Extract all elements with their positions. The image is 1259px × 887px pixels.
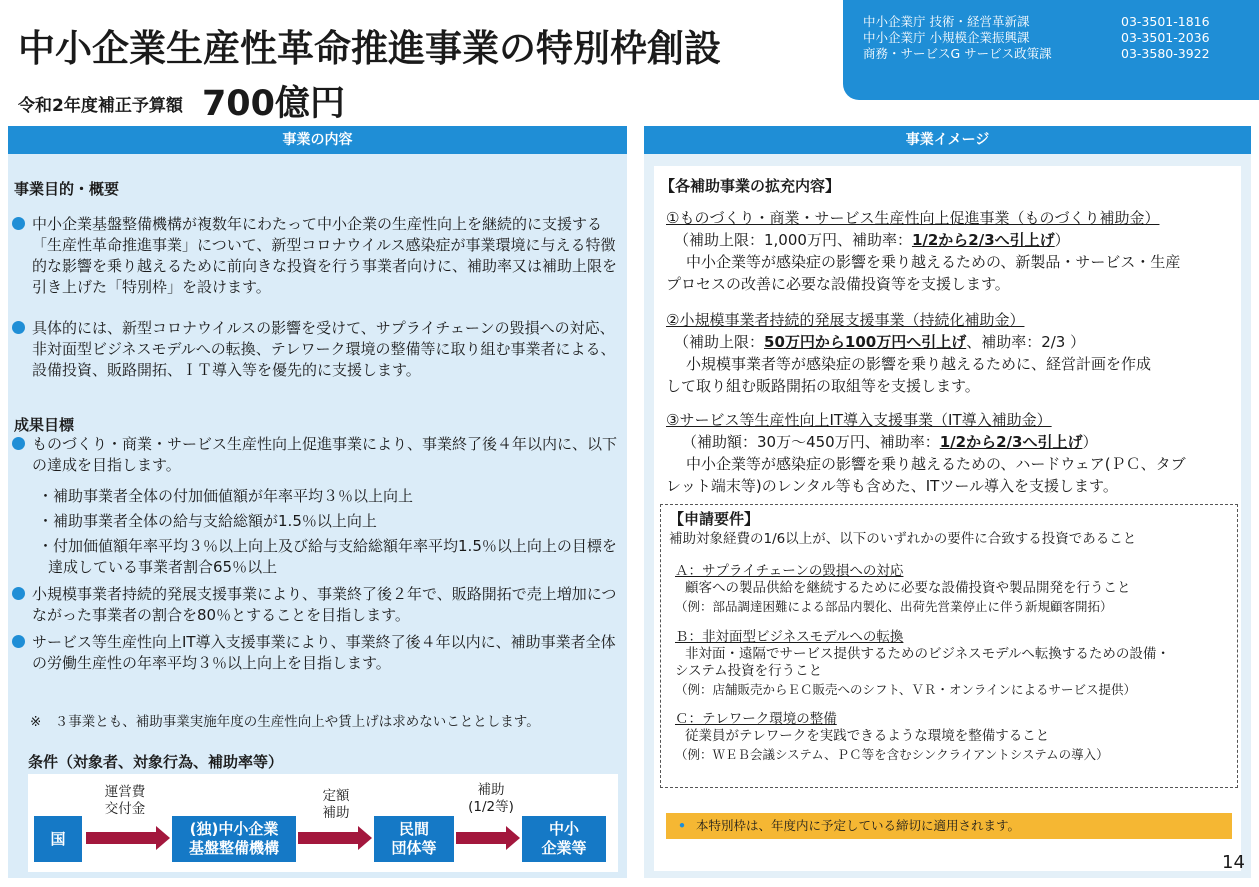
goal-sub-item: ・補助事業者全体の給与支給総額が1.5％以上向上 — [38, 512, 377, 530]
expansion-panel — [654, 166, 1241, 871]
flow-diagram — [28, 774, 618, 872]
contact-tel: 03-3501-2036 — [1121, 30, 1210, 45]
item1-desc: プロセスの改善に必要な設備投資等を支援します。 — [666, 275, 1010, 293]
req-title: 【申請要件】 — [669, 510, 760, 528]
req-a-desc: 顧客への製品供給を継続するために必要な設備投資や製品開発を行うこと — [685, 580, 1131, 596]
budget-label: 令和2年度補正予算額 — [18, 96, 183, 116]
goal-text: 小規模事業者持続的発展支援事業により、事業終了後２年で、販路開拓で売上増加につながった事業者の割合を80％とすることを目指します。 — [32, 585, 617, 624]
goal-bullet — [8, 434, 627, 476]
item3-cond-text: （補助額：30万～450万円、補助率： — [682, 433, 940, 451]
req-a-title: Ａ：サプライチェーンの毀損への対応 — [675, 563, 904, 579]
notice-bullet-icon: • — [678, 818, 686, 833]
req-c-example: （例：ＷＥＢ会議システム、ＰＣ等を含むシンクライアントシステムの導入） — [675, 747, 1109, 762]
item1-title: ①ものづくり・商業・サービス生産性向上促進事業（ものづくり補助金） — [666, 209, 1160, 227]
arrow2-label-line: 補助 — [322, 805, 350, 821]
flow-box-sme-line: 企業等 — [541, 839, 587, 857]
note-text: ※ ３事業とも、補助事業実施年度の生産性向上や賃上げは求めないこととします。 — [30, 714, 540, 730]
item1-conditions — [674, 230, 1070, 251]
business-image-heading: 事業イメージ — [644, 126, 1251, 154]
item3-desc: 中小企業等が感染症の影響を乗り越えるための、ハードウェア(ＰＣ、タブ — [686, 455, 1186, 473]
item3-cond-text: ） — [1082, 433, 1098, 451]
item2-conditions — [674, 332, 1085, 353]
expansion-title: 【各補助事業の拡充内容】 — [660, 177, 841, 195]
notice-bar — [666, 813, 1232, 839]
arrow1-label-line: 運営費 — [104, 784, 146, 800]
business-content-column — [8, 126, 627, 878]
arrow-head — [358, 826, 372, 850]
arrow2-label-line: 定額 — [322, 788, 350, 804]
page-title: 中小企業生産性革命推進事業の特別枠創設 — [18, 27, 721, 70]
flow-box-private-org-line: 団体等 — [391, 839, 437, 857]
purpose-bullet — [8, 318, 627, 381]
item2-cond-text: （補助上限： — [674, 333, 765, 351]
req-b-example: （例：店舗販売からＥＣ販売へのシフト、ＶＲ・オンラインによるサービス提供） — [675, 682, 1137, 697]
arrow1-label — [90, 784, 160, 818]
page-number: 14 — [1222, 852, 1245, 873]
goal-bullet — [8, 584, 627, 626]
req-a-example: （例：部品調達困難による部品内製化、出荷先営業停止に伴う新規顧客開拓） — [675, 599, 1113, 614]
item1-cond-text: ） — [1054, 231, 1070, 249]
contact-org: 中小企業庁 小規模企業振興課 — [863, 30, 1030, 45]
goal-sub-item: ・補助事業者全体の付加価値額が年率平均３％以上向上 — [38, 487, 414, 505]
budget-amount: 700億円 — [201, 84, 345, 124]
arrow-shaft — [298, 832, 358, 844]
business-content-heading: 事業の内容 — [8, 126, 627, 154]
item2-desc: して取り組む販路開拓の取組等を支援します。 — [666, 377, 980, 395]
flow-arrow — [86, 826, 170, 850]
contact-tel: 03-3580-3922 — [1121, 46, 1210, 61]
flow-box-smrj-line: 基盤整備機構 — [188, 839, 279, 857]
business-image-column — [644, 126, 1251, 878]
item1-cond-highlight: 1/2から2/3へ引上げ — [911, 231, 1055, 249]
item2-title: ②小規模事業者持続的発展支援事業（持続化補助金） — [666, 311, 1025, 329]
contact-tel: 03-3501-1816 — [1121, 14, 1210, 29]
flow-title: 条件（対象者、対象行為、補助率等） — [28, 753, 284, 771]
arrow1-label-line: 交付金 — [104, 801, 146, 817]
req-b-desc: システム投資を行うこと — [675, 663, 823, 679]
contact-row — [863, 30, 1259, 46]
arrow-head — [156, 826, 170, 850]
flow-box-sme-line: 中小 — [548, 820, 579, 838]
arrow-head — [506, 826, 520, 850]
bullet-dot — [12, 587, 25, 600]
item2-cond-highlight: 50万円から100万円へ引上げ — [764, 333, 967, 351]
flow-box-private-org — [374, 816, 454, 862]
item3-title: ③サービス等生産性向上IT導入支援事業（IT導入補助金） — [666, 411, 1052, 429]
flow-arrow — [298, 826, 372, 850]
flow-box-smrj — [172, 816, 296, 862]
item3-cond-highlight: 1/2から2/3へ引上げ — [939, 433, 1083, 451]
arrow2-label — [308, 788, 364, 822]
flow-box-private-org-line: 民間 — [398, 820, 429, 838]
notice-text: 本特別枠は、年度内に予定している締切に適用されます。 — [696, 818, 1021, 833]
arrow3-label-line: 補助 — [477, 782, 505, 798]
item2-cond-text: 、補助率：2/3 ） — [966, 333, 1086, 351]
purpose-bullet-text: 具体的には、新型コロナウイルスの影響を受けて、サプライチェーンの毀損への対応、非対面型ビジネスモデルへの転換、テレワーク環境の整備等に取り組む事業者による、設備投資、販路開拓、ＩＴ導入等を優先的に支援します。 — [32, 319, 616, 379]
bullet-dot — [12, 217, 25, 230]
flow-box-state-text: 国 — [50, 829, 66, 848]
flow-arrow — [456, 826, 520, 850]
contact-row — [863, 46, 1259, 62]
arrow-shaft — [456, 832, 506, 844]
flow-box-smrj-line: (独)中小企業 — [189, 820, 279, 838]
budget-line — [18, 76, 345, 126]
contact-org: 商務・サービスG サービス政策課 — [863, 46, 1052, 61]
goal-sub-item: ・付加価値額年率平均３％以上向上及び給与支給総額年率平均1.5％以上向上の目標を達成している事業者割合65％以上 — [38, 537, 617, 576]
flow-box-sme — [522, 816, 606, 862]
requirements-box — [660, 504, 1238, 788]
purpose-bullet-text: 中小企業基盤整備機構が複数年にわたって中小企業の生産性向上を継続的に支援する「生産性革命推進事業」について、新型コロナウイルス感染症が事業環境に与える特徴的な影響を乗り越えるために前向きな投資を行う事業者向けに、補助率又は補助上限を引き上げた「特別枠」を設けます。 — [32, 215, 618, 296]
arrow3-label — [458, 782, 524, 816]
goal-bullet — [8, 632, 627, 674]
goals-title: 成果目標 — [14, 416, 75, 434]
bullet-dot — [12, 321, 25, 334]
bullet-dot — [12, 635, 25, 648]
purpose-title: 事業目的・概要 — [14, 180, 120, 198]
req-c-desc: 従業員がテレワークを実践できるような環境を整備すること — [685, 728, 1050, 744]
contact-org: 中小企業庁 技術・経営革新課 — [863, 14, 1030, 29]
req-intro: 補助対象経費の1/6以上が、以下のいずれかの要件に合致する投資であること — [669, 531, 1137, 547]
goal-text: サービス等生産性向上IT導入支援事業により、事業終了後４年以内に、補助事業者全体の労働生産性の年率平均３％以上向上を目指します。 — [32, 633, 616, 672]
item1-desc: 中小企業等が感染症の影響を乗り越えるための、新製品・サービス・生産 — [686, 253, 1181, 271]
bullet-dot — [12, 437, 25, 450]
item1-cond-text: （補助上限：1,000万円、補助率： — [674, 231, 912, 249]
req-b-desc: 非対面・遠隔でサービス提供するためのビジネスモデルへ転換するための設備・ — [685, 646, 1170, 662]
item3-desc: レット端末等)のレンタル等も含めた、ITツール導入を支援します。 — [666, 477, 1118, 495]
req-c-title: Ｃ：テレワーク環境の整備 — [675, 711, 837, 727]
flow-box-state — [34, 816, 82, 862]
req-b-title: Ｂ：非対面型ビジネスモデルへの転換 — [675, 629, 904, 645]
item2-desc: 小規模事業者等が感染症の影響を乗り越えるために、経営計画を作成 — [686, 355, 1152, 373]
arrow-shaft — [86, 832, 156, 844]
purpose-bullet — [8, 214, 627, 298]
item3-conditions — [682, 432, 1097, 453]
arrow3-label-line: (1/2等) — [468, 799, 514, 815]
goal-text: ものづくり・商業・サービス生産性向上促進事業により、事業終了後４年以内に、以下の達成を目指します。 — [32, 435, 618, 474]
contact-box — [843, 0, 1259, 100]
contact-row — [863, 14, 1259, 30]
